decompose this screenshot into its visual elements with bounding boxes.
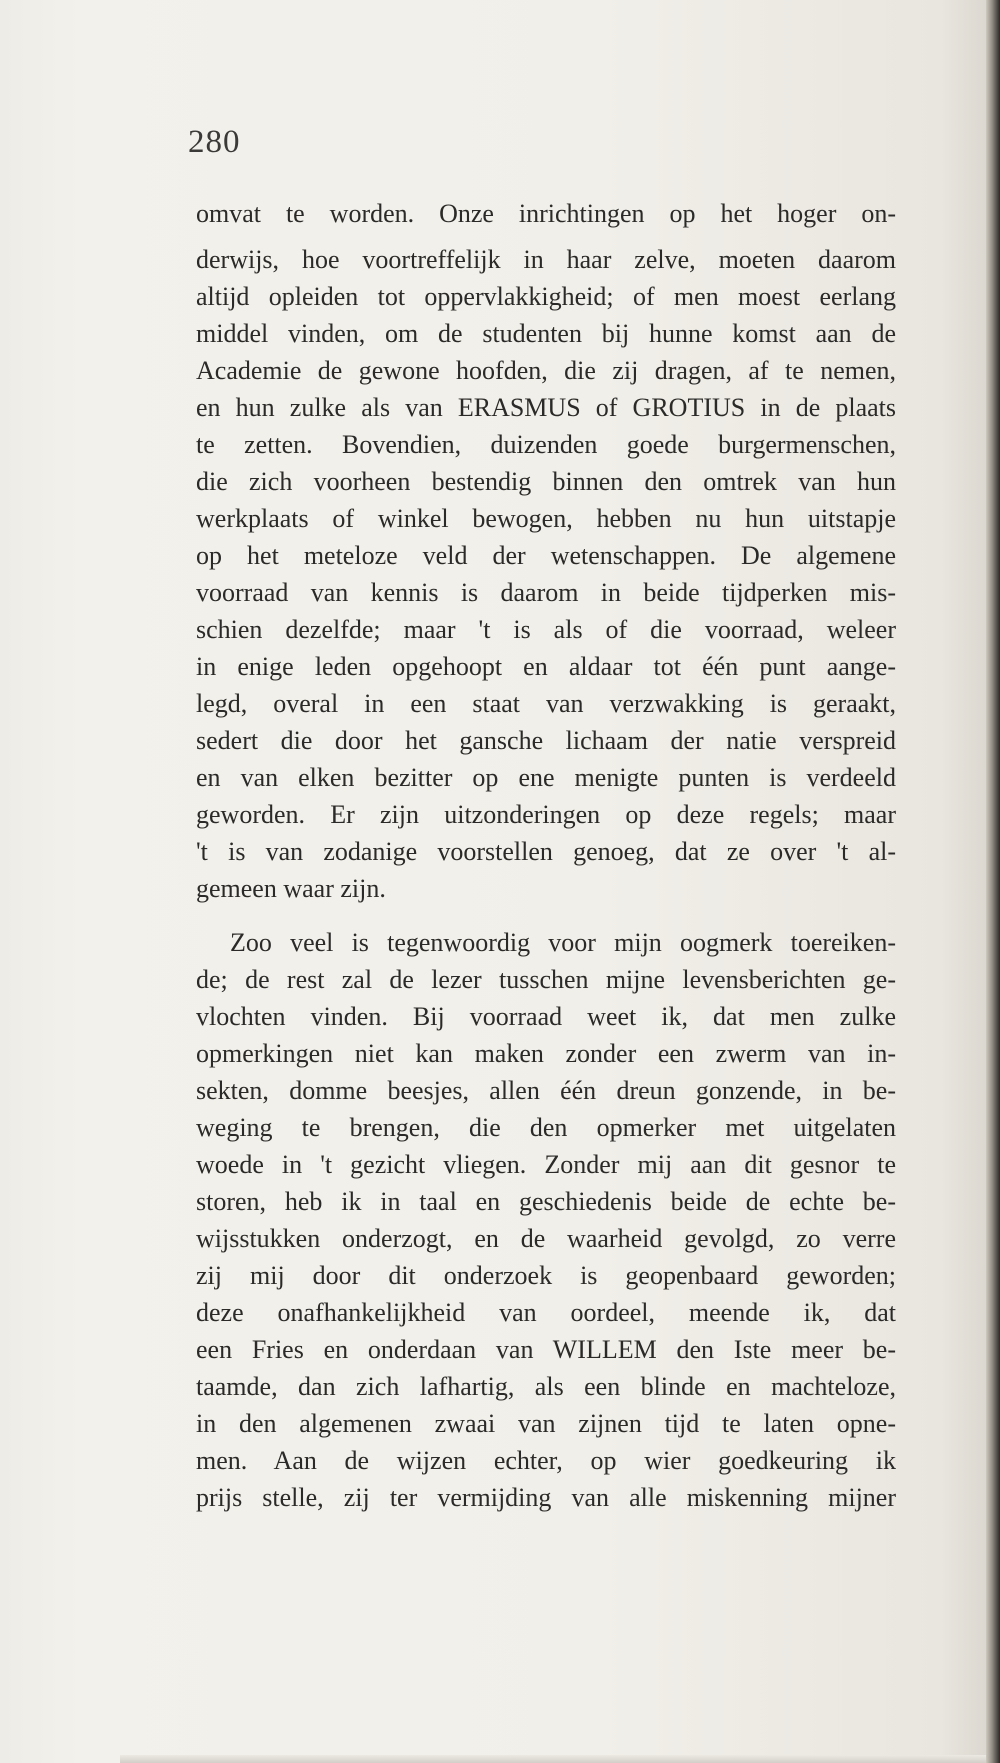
text-line: en van elken bezitter op ene menigte punten is verdeeld [196,763,896,792]
text-line: weging te brengen, die den opmerker met uitgelaten [196,1113,896,1142]
text-line: een Fries en onderdaan van WILLEM den Iste meer be- [196,1335,896,1364]
text-line: legd, overal in een staat van verzwakking is geraakt, [196,689,896,718]
text-line: woede in 't gezicht vliegen. Zonder mij aan dit gesnor te [196,1150,896,1179]
text-line: werkplaats of winkel bewogen, hebben nu hun uitstapje [196,504,896,533]
text-line: men. Aan de wijzen echter, op wier goedkeuring ik [196,1446,896,1475]
text-line: vlochten vinden. Bij voorraad weet ik, dat men zulke [196,1002,896,1031]
text-line: omvat te worden. Onze inrichtingen op het hoger on- [196,199,896,228]
text-line: gemeen waar zijn. [196,874,386,903]
text-line: storen, heb ik in taal en geschiedenis beide de echte be- [196,1187,896,1216]
text-line: in den algemenen zwaai van zijnen tijd te laten opne- [196,1409,896,1438]
text-line: in enige leden opgehoopt en aldaar tot één punt aange- [196,652,896,681]
text-line: schien dezelfde; maar 't is als of die voorraad, weleer [196,615,896,644]
text-line: prijs stelle, zij ter vermijding van alle miskenning mijner [196,1483,896,1512]
text-line: te zetten. Bovendien, duizenden goede burgermenschen, [196,430,896,459]
text-line: wijsstukken onderzogt, en de waarheid gevolgd, zo verre [196,1224,896,1253]
text-line: de; de rest zal de lezer tusschen mijne levensberichten ge- [196,965,896,994]
text-line: sedert die door het gansche lichaam der natie verspreid [196,726,896,755]
text-line: die zich voorheen bestendig binnen den omtrek van hun [196,467,896,496]
page-number: 280 [188,124,241,160]
text-line: 't is van zodanige voorstellen genoeg, dat ze over 't al- [196,837,896,866]
text-line: geworden. Er zijn uitzonderingen op deze regels; maar [196,800,896,829]
text-line: middel vinden, om de studenten bij hunne komst aan de [196,319,896,348]
text-line: sekten, domme beesjes, allen één dreun gonzende, in be- [196,1076,896,1105]
text-line: voorraad van kennis is daarom in beide tijdperken mis- [196,578,896,607]
page-bottom-edge [120,1755,986,1763]
text-line: deze onafhankelijkheid van oordeel, meende ik, dat [196,1298,896,1327]
text-line: zij mij door dit onderzoek is geopenbaard geworden; [196,1261,896,1290]
book-binding-edge [986,0,1000,1763]
text-line: Academie de gewone hoofden, die zij dragen, af te nemen, [196,356,896,385]
text-line: taamde, dan zich lafhartig, als een blinde en machteloze, [196,1372,896,1401]
text-line: op het meteloze veld der wetenschappen. De algemene [196,541,896,570]
text-line: en hun zulke als van ERASMUS of GROTIUS in de plaats [196,393,896,422]
text-line: derwijs, hoe voortreffelijk in haar zelve, moeten daarom [196,245,896,274]
text-line: opmerkingen niet kan maken zonder een zwerm van in- [196,1039,896,1068]
text-line: Zoo veel is tegenwoordig voor mijn oogmerk toereiken- [230,928,896,957]
text-line: altijd opleiden tot oppervlakkigheid; of men moest eerlang [196,282,896,311]
